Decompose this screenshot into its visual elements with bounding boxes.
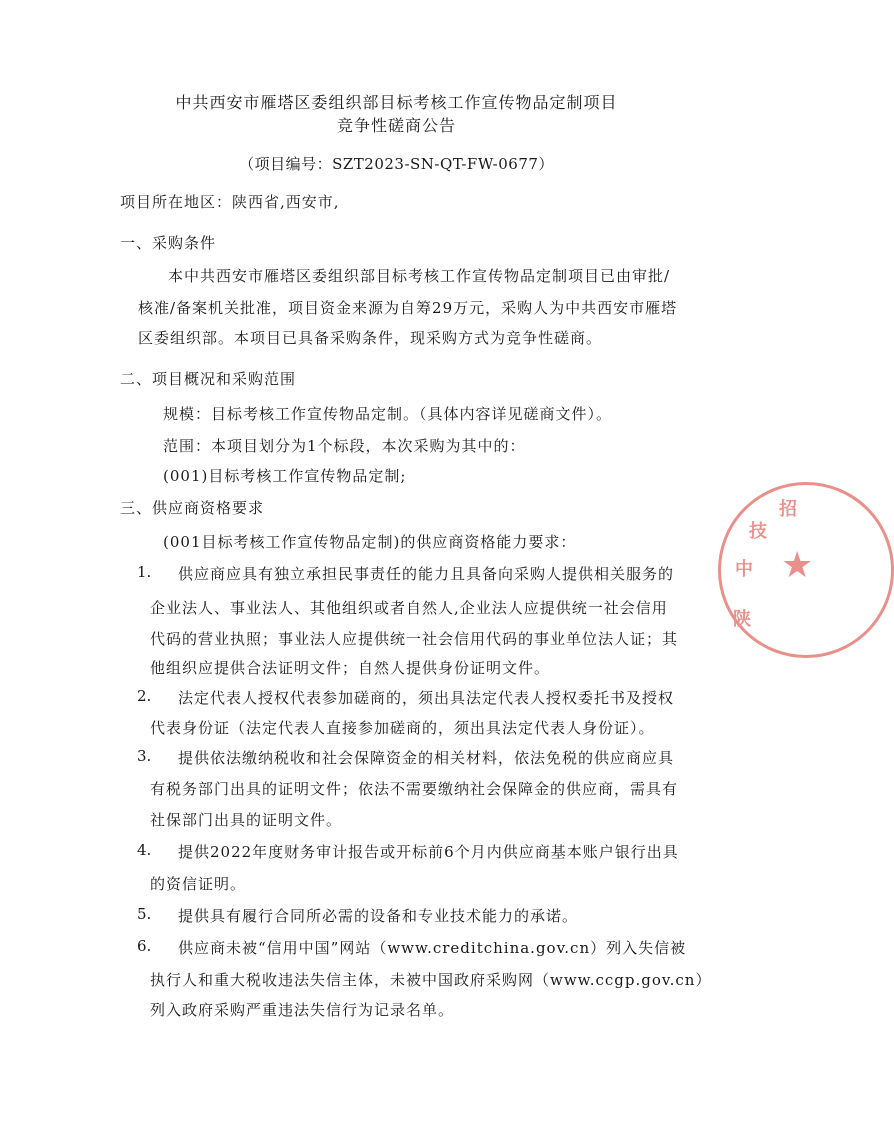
list-item-line: 列入政府采购严重违法失信行为记录名单。 — [150, 1001, 455, 1019]
list-item-line: 供应商应具有独立承担民事责任的能力且具备向采购人提供相关服务的 — [178, 565, 675, 583]
seal-char: 技 — [749, 521, 767, 542]
list-item-line: 他组织应提供合法证明文件；自然人提供身份证明文件。 — [150, 659, 551, 677]
section1-line: 区委组织部。本项目已具备采购条件，现采购方式为竞争性磋商。 — [138, 329, 603, 347]
project-number: （项目编号：SZT2023-SN-QT-FW-0677） — [239, 155, 554, 173]
list-item-line: 企业法人、事业法人、其他组织或者自然人,企业法人应提供统一社会信用 — [150, 599, 668, 617]
official-seal-stamp — [718, 482, 894, 658]
seal-char: 招 — [779, 499, 797, 520]
doc-title-line2: 竞争性磋商公告 — [336, 116, 456, 135]
list-item-number: 2. — [137, 687, 152, 705]
seal-char: 中 — [735, 559, 753, 580]
list-item-line: 法定代表人授权代表参加磋商的，须出具法定代表人授权委托书及授权 — [178, 689, 675, 707]
section1-line: 本中共西安市雁塔区委组织部目标考核工作宣传物品定制项目已由审批/ — [168, 267, 671, 285]
list-item-number: 3. — [137, 747, 152, 765]
seal-char: 陕 — [733, 609, 751, 630]
seal-star-icon: ★ — [781, 545, 814, 586]
doc-title-line1: 中共西安市雁塔区委组织部目标考核工作宣传物品定制项目 — [175, 93, 618, 112]
list-item-number: 6. — [137, 937, 152, 955]
section-heading-3: 三、供应商资格要求 — [120, 499, 265, 517]
list-item-line: 提供具有履行合同所必需的设备和专业技术能力的承诺。 — [178, 907, 579, 925]
list-item-line: 提供依法缴纳税收和社会保障资金的相关材料，依法免税的供应商应具 — [178, 749, 675, 767]
section-heading-1: 一、采购条件 — [120, 234, 217, 252]
list-item-line: 社保部门出具的证明文件。 — [150, 811, 343, 829]
section2-line: 范围：本项目划分为1个标段，本次采购为其中的： — [163, 437, 526, 455]
list-item-line: 代表身份证（法定代表人直接参加磋商的，须出具法定代表人身份证）。 — [150, 719, 655, 737]
section1-line: 核准/备案机关批准，项目资金来源为自筹29万元，采购人为中共西安市雁塔 — [138, 299, 678, 317]
section2-line: (001)目标考核工作宣传物品定制; — [163, 467, 407, 485]
list-item-number: 4. — [137, 841, 152, 859]
project-region: 项目所在地区：陕西省,西安市, — [120, 193, 340, 211]
list-item-line: 执行人和重大税收违法失信主体，未被中国政府采购网（www.ccgp.gov.cn） — [150, 971, 712, 989]
list-item-number: 1. — [137, 563, 152, 581]
section2-line: 规模：目标考核工作宣传物品定制。（具体内容详见磋商文件）。 — [163, 405, 613, 423]
list-item-line: 代码的营业执照；事业法人应提供统一社会信用代码的事业单位法人证；其 — [150, 630, 679, 648]
list-item-line: 提供2022年度财务审计报告或开标前6个月内供应商基本账户银行出具 — [178, 843, 679, 861]
section3-intro: (001目标考核工作宣传物品定制)的供应商资格能力要求： — [163, 533, 577, 551]
list-item-number: 5. — [137, 905, 152, 923]
section-heading-2: 二、项目概况和采购范围 — [120, 370, 297, 388]
list-item-line: 的资信证明。 — [150, 875, 247, 893]
list-item-line: 供应商未被“信用中国”网站（www.creditchina.gov.cn）列入失信被 — [178, 939, 687, 957]
list-item-line: 有税务部门出具的证明文件；依法不需要缴纳社会保障金的供应商，需具有 — [150, 780, 679, 798]
